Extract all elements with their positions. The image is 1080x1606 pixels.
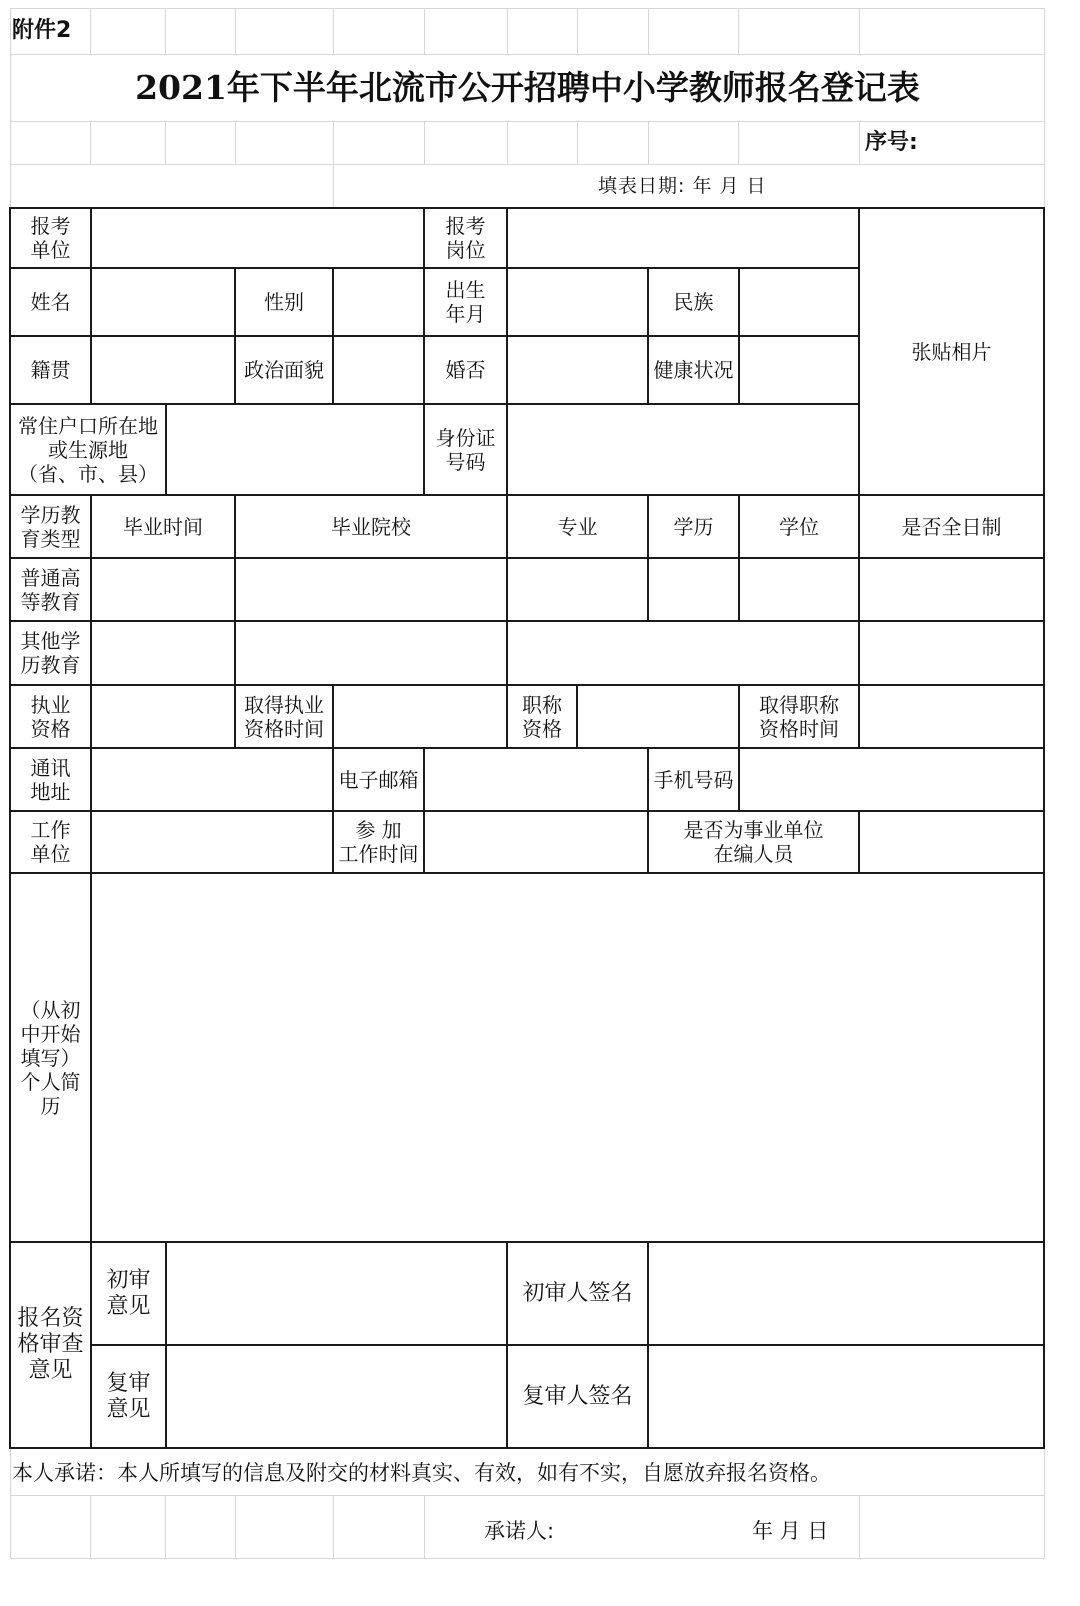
resume-label: （从初 中开始 填写） 个人简 历 [20,997,81,1118]
practice-qualification-field[interactable] [92,686,234,747]
email-label: 电子邮箱 [338,767,419,792]
regular-fulltime-field[interactable] [860,559,1043,620]
practice-qualification-label: 执业 资格 [30,692,71,741]
commitment-statement: 本人承诺：本人所填写的信息及附交的材料真实、有效，如有不实，自愿放弃报名资格。 [12,1461,831,1485]
form-title: 2021年下半年北流市公开招聘中小学教师报名登记表 [135,68,920,107]
mobile-field[interactable] [740,749,1043,810]
first-reviewer-signature-label: 初审人签名 [522,1280,633,1306]
graduation-time-header: 毕业时间 [123,514,203,539]
work-unit-label: 工作 单位 [30,818,71,866]
attachment-label: 附件2 [12,18,72,43]
second-review-opinion-field[interactable] [167,1346,506,1447]
major-header: 专业 [557,514,598,539]
other-degree-field[interactable] [740,622,858,684]
second-reviewer-signature-label: 复审人签名 [522,1383,633,1409]
apply-unit-label: 报考 单位 [30,214,71,262]
other-school-field[interactable] [236,622,506,684]
other-fulltime-field[interactable] [860,622,1043,684]
native-place-field[interactable] [92,337,234,403]
school-header: 毕业院校 [331,514,411,539]
gender-label: 性别 [264,290,304,314]
second-reviewer-signature-field[interactable] [649,1346,1043,1447]
title-qualification-field[interactable] [578,686,738,747]
education-type-header: 学历教 育类型 [20,502,81,551]
fill-date: 填表日期: 年 月 日 [598,175,767,197]
review-label: 报名资 格审查 意见 [17,1306,84,1383]
work-unit-field[interactable] [92,812,332,872]
photo-placeholder[interactable]: 张贴相片 [911,339,992,364]
practice-time-label: 取得执业 资格时间 [244,692,324,741]
mobile-label: 手机号码 [653,767,734,792]
residence-field[interactable] [167,405,423,494]
native-place-label: 籍贯 [30,358,71,382]
work-start-label: 参 加 工作时间 [338,818,419,866]
name-field[interactable] [92,269,234,335]
title-qualification-label: 职称 资格 [522,692,562,741]
apply-unit-field[interactable] [92,209,423,267]
email-field[interactable] [425,749,647,810]
resume-field[interactable] [92,874,1043,1241]
serial-number-field[interactable] [940,124,1040,162]
apply-post-label: 报考 岗位 [445,214,486,262]
political-status-field[interactable] [334,337,423,403]
promiser-signature-field[interactable] [580,1510,740,1552]
regular-degree-level-field[interactable] [649,559,738,620]
serial-number-label: 序号: [865,130,918,155]
degree-level-header: 学历 [673,514,714,539]
regular-degree-field[interactable] [740,559,858,620]
residence-label: 常住户口所在地 或生源地 （省、市、县） [18,413,158,486]
promiser-label: 承诺人: [484,1519,555,1543]
address-label: 通讯 地址 [30,755,71,804]
staff-status-label: 是否为事业单位 在编人员 [683,818,824,866]
title-time-field[interactable] [860,686,1043,747]
staff-status-field[interactable] [860,812,1043,872]
second-review-opinion-label: 复审 意见 [106,1370,151,1422]
apply-post-field[interactable] [508,209,858,267]
marital-label: 婚否 [445,358,486,382]
id-number-field[interactable] [508,405,858,494]
regular-major-field[interactable] [508,559,647,620]
first-review-opinion-field[interactable] [167,1243,506,1344]
regular-grad-time-field[interactable] [92,559,234,620]
other-education-label: 其他学 历教育 [20,629,81,677]
first-reviewer-signature-field[interactable] [649,1243,1043,1344]
practice-time-field[interactable] [334,686,506,747]
name-label: 姓名 [30,290,71,314]
address-field[interactable] [92,749,332,810]
other-major-field[interactable] [508,622,647,684]
other-grad-time-field[interactable] [92,622,234,684]
promise-date: 年 月 日 [752,1519,829,1543]
fulltime-header: 是否全日制 [901,514,1002,539]
ethnicity-label: 民族 [673,290,714,314]
health-field[interactable] [740,337,858,403]
degree-header: 学位 [779,514,819,539]
gender-field[interactable] [334,269,423,335]
ethnicity-field[interactable] [740,269,858,335]
first-review-opinion-label: 初审 意见 [106,1267,151,1319]
marital-field[interactable] [508,337,647,403]
birth-label: 出生 年月 [445,278,486,326]
regular-school-field[interactable] [236,559,506,620]
title-time-label: 取得职称 资格时间 [759,692,839,741]
regular-higher-education-label: 普通高 等教育 [20,565,81,614]
political-status-label: 政治面貌 [244,358,324,382]
health-label: 健康状况 [653,358,734,382]
id-number-label: 身份证 号码 [435,425,496,474]
work-start-field[interactable] [425,812,647,872]
birth-field[interactable] [508,269,647,335]
other-degree-level-field[interactable] [649,622,738,684]
